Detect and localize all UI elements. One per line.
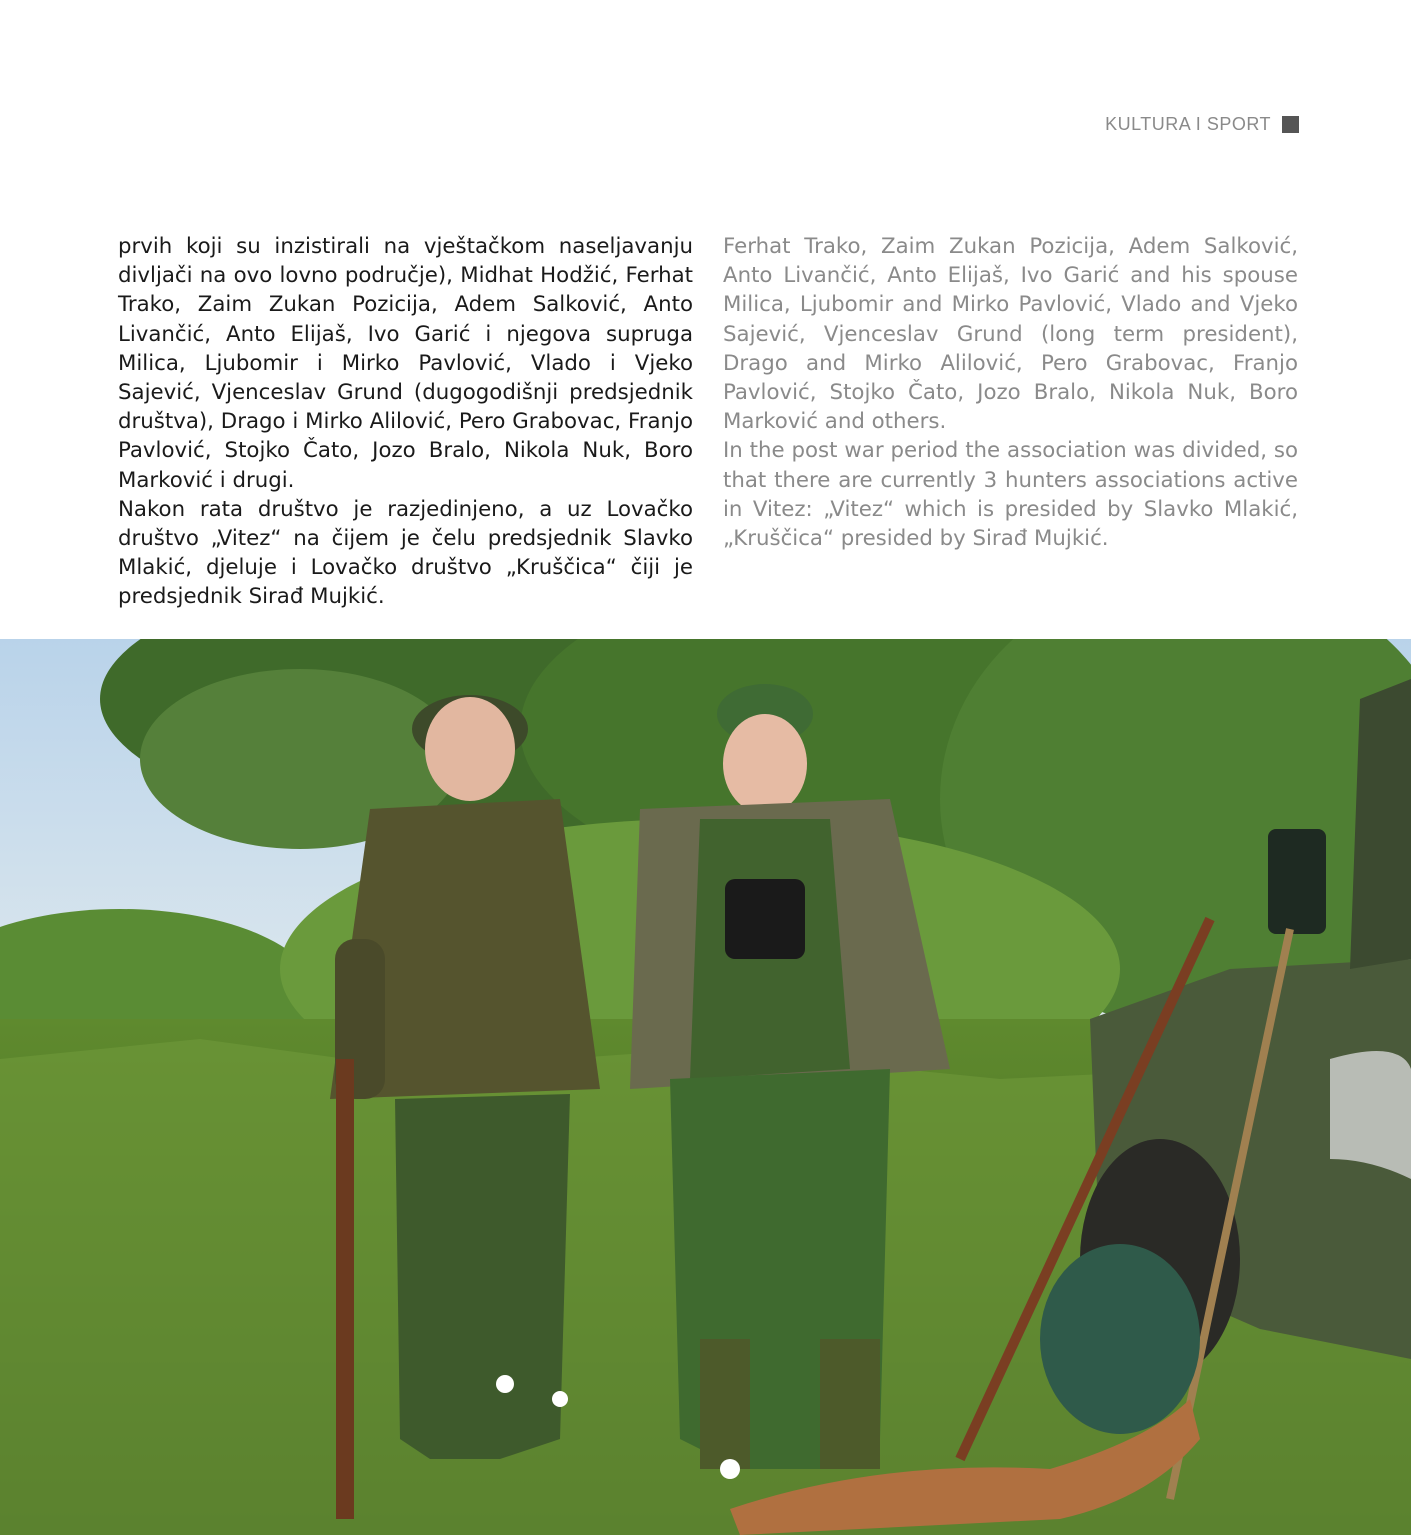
section-label: KULTURA I SPORT (1105, 114, 1271, 134)
right-paragraph-1: Ferhat Trako, Zaim Zukan Pozicija, Adem Salković, Anto Livančić, Anto Elijaš, Ivo Garić and his spouse Milica, Ljubomir and Mirko Pavlović, Vlado and Vjeko Sajević, Vjenceslav Grund (long term president), Drago and Mirko Alilović, Pero Grabovac, Franjo Pavlović, Stojko Čato, Jozo Bralo, Nikola Nuk, Boro Marković and others. (723, 234, 1298, 435)
left-paragraph-2: Nakon rata društvo je razjedinjeno, a uz Lovačko društvo „Vitez“ na čijem je čelu predsjednik Slavko Mlakić, djeluje i Lovačko društvo „Kruščica“ čiji je predsjednik Sirađ Mujkić. (118, 496, 693, 610)
hunters-photo (0, 639, 1411, 1535)
right-paragraph-2: In the post war period the association was divided, so that there are currently 3 hunters associations active in Vitez: „Vitez“ which is presided by Slavko Mlakić, „Kruščica“ presided by Sirađ Mujkić. (723, 438, 1298, 552)
left-text-column (118, 232, 693, 612)
left-paragraph-1: prvih koji su inzistirali na vještačkom naseljavanju divljači na ovo lovno područje), Midhat Hodžić, Ferhat Trako, Zaim Zukan Pozicija, Adem Salković, Anto Livančić, Anto Elijaš, Ivo Garić i njegova supruga Milica, Ljubomir i Mirko Pavlović, Vlado i Vjeko Sajević, Vjenceslav Grund (dugogodišnji predsjednik društva), Drago i Mirko Alilović, Pero Grabovac, Franjo Pavlović, Stojko Čato, Jozo Bralo, Nikola Nuk, Boro Marković i drugi. (118, 234, 693, 493)
section-header (1105, 114, 1299, 135)
section-square-icon (1282, 116, 1299, 133)
right-text-column (723, 232, 1298, 553)
